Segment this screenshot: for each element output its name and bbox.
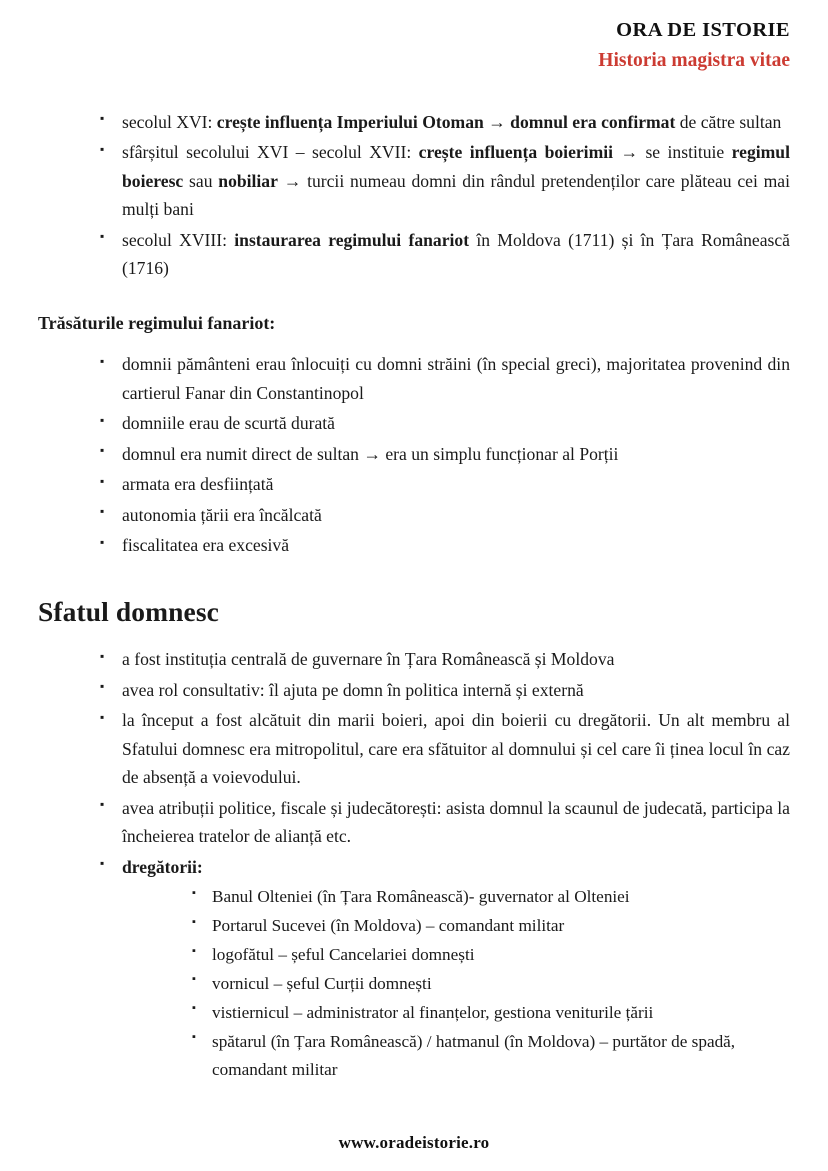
document-body bbox=[0, 108, 828, 1083]
document-header bbox=[0, 0, 828, 74]
brand-title: ORA DE ISTORIE bbox=[616, 19, 790, 41]
site-url: www.oradeistorie.ro bbox=[338, 1133, 490, 1152]
list-item: ▪ fiscalitatea era excesivă bbox=[100, 531, 790, 560]
list-item bbox=[100, 108, 790, 137]
list-item: ▪ domnul era numit direct de sultan → era un simplu funcționar al Porții bbox=[100, 440, 790, 469]
sublist-item: ▪ Banul Olteniei (în Țara Românească)- guvernator al Olteniei bbox=[192, 883, 790, 911]
list-item: ▪ domnii pământeni erau înlocuiți cu domni străini (în special greci), majoritatea provenind din cartierul Fanar din Constantinopol bbox=[100, 350, 790, 407]
dregatorii-sublist bbox=[122, 883, 790, 1083]
section-title-sfatul-domnesc: Sfatul domnesc bbox=[38, 595, 219, 627]
sublist-item: ▪ vornicul – șeful Curții domnești bbox=[192, 970, 790, 998]
list-item: ▪ autonomia țării era încălcată bbox=[100, 501, 790, 530]
brand-motto: Historia magistra vitae bbox=[598, 49, 790, 71]
list-item: ▪ a fost instituția centrală de guvernare în Țara Românească și Moldova bbox=[100, 645, 790, 674]
dregatorii-label: dregătorii: bbox=[122, 856, 203, 877]
fanariot-heading: Trăsăturile regimului fanariot: bbox=[38, 312, 276, 333]
plain-text: sfârșitul secolului XVI – secolul XVII: bbox=[122, 142, 419, 163]
sfatul-domnesc-list bbox=[38, 645, 790, 1083]
list-item: ▪ armata era desființată bbox=[100, 470, 790, 499]
list-item: ▪ avea rol consultativ: îl ajuta pe domn în politica internă și externă bbox=[100, 676, 790, 705]
plain-text: secolul XVIII: bbox=[122, 229, 235, 250]
list-item: ▪ avea atribuții politice, fiscale și judecătorești: asista domnul la scaunul de judecată, participa la încheierea tratelor de alianță etc. bbox=[100, 794, 790, 851]
emphasis-text: regimul boieresc bbox=[122, 142, 790, 191]
list-item: ▪ la început a fost alcătuit din marii boieri, apoi din boierii cu dregătorii. Un alt membru al Sfatului domnesc era mitropolitul, care era sfătuitor al domnului și cel care îi ținea locul în caz de absență a voievodului. bbox=[100, 706, 790, 792]
intro-list bbox=[38, 108, 790, 283]
sublist-item: ▪ Portarul Sucevei (în Moldova) – comandant militar bbox=[192, 912, 790, 940]
emphasis-text: instaurarea regimului fanariot bbox=[234, 229, 470, 250]
plain-text: în Moldova (1711) și în Țara Românească (1716) bbox=[122, 229, 790, 279]
sublist-item: ▪ vistiernicul – administrator al finanțelor, gestiona veniturile țării bbox=[192, 999, 790, 1027]
sublist-item: ▪ spătarul (în Țara Românească) / hatmanul (în Moldova) – purtător de spadă, comandant militar bbox=[192, 1028, 790, 1084]
list-item bbox=[100, 138, 790, 224]
emphasis-text: crește influența Imperiului Otoman → domnul era confirmat bbox=[216, 111, 676, 132]
emphasis-text: crește influența boierimii bbox=[418, 142, 614, 163]
document-footer bbox=[0, 1133, 828, 1153]
list-item bbox=[100, 226, 790, 283]
plain-text: → se instituie bbox=[613, 142, 732, 163]
dregatorii-item bbox=[100, 853, 790, 1084]
plain-text: de către sultan bbox=[675, 111, 782, 132]
plain-text: → turcii numeau domni din rândul pretendenților care plăteau cei mai mulți bani bbox=[122, 170, 791, 220]
plain-text: sau bbox=[183, 170, 219, 191]
emphasis-text: nobiliar bbox=[218, 170, 278, 191]
plain-text: secolul XVI: bbox=[122, 111, 217, 132]
sublist-item: ▪ logofătul – șeful Cancelariei domnești bbox=[192, 941, 790, 969]
list-item: ▪ domniile erau de scurtă durată bbox=[100, 409, 790, 438]
fanariot-list bbox=[38, 350, 790, 560]
